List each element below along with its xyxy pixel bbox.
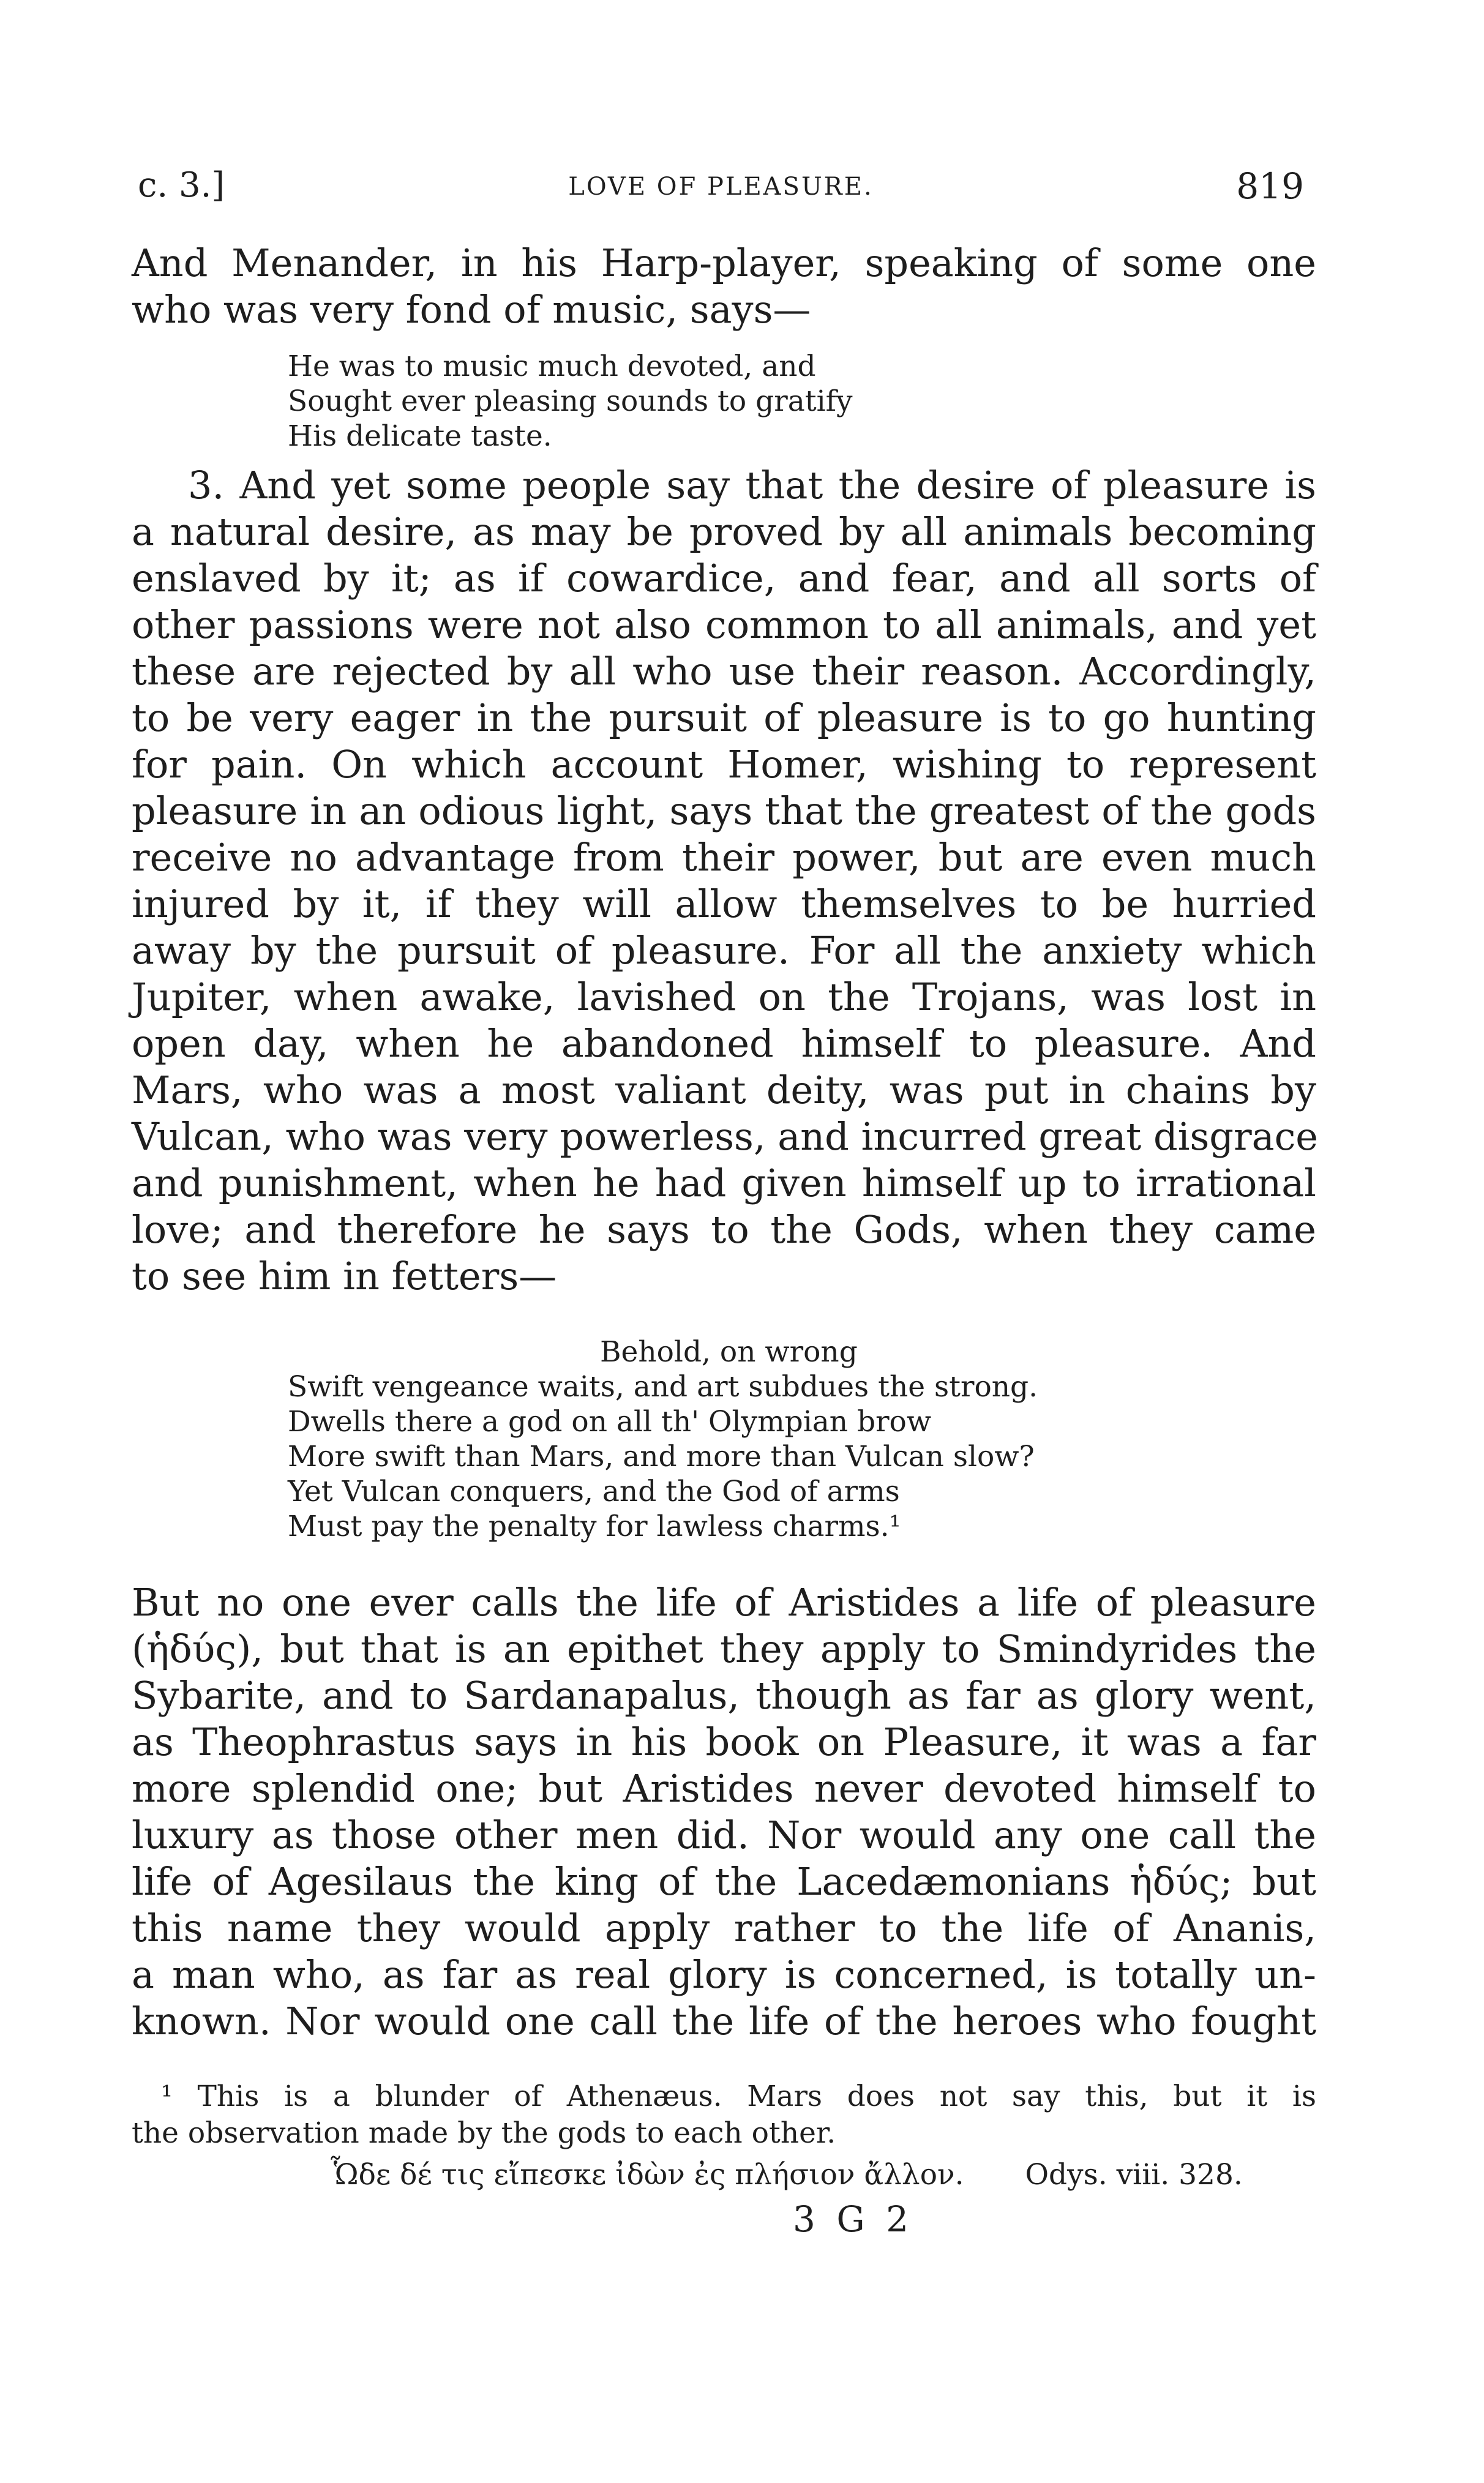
text-line: Sybarite, and to Sardanapalus, though as far as glory went, xyxy=(132,1673,1316,1718)
text-line: known. Nor would one call the life of the heroes who fought xyxy=(132,1999,1316,2043)
footnote-greek-quote xyxy=(331,2158,1243,2192)
text-line: other passions were not also common to all animals, and yet xyxy=(132,602,1316,647)
text-line: Jupiter, when awake, lavished on the Trojans, was lost in xyxy=(132,975,1316,1019)
text-line: And Menander, in his Harp-player, speaking of some one xyxy=(132,241,1316,285)
text-line: receive no advantage from their power, but are even much xyxy=(132,835,1316,880)
running-title: LOVE OF PLEASURE. xyxy=(568,173,874,201)
verse-line: Sought ever pleasing sounds to gratify xyxy=(288,384,853,418)
text-line: love; and therefore he says to the Gods, when they came xyxy=(132,1207,1316,1252)
chapter-marker: c. 3.] xyxy=(138,165,225,205)
text-line: more splendid one; but Aristides never devoted himself to xyxy=(132,1766,1316,1811)
text-line: these are rejected by all who use their reason. Accordingly, xyxy=(132,649,1316,694)
verse-line: Behold, on wrong xyxy=(600,1335,858,1369)
footnote-citation: Odys. viii. 328. xyxy=(1025,2158,1243,2192)
text-line: and punishment, when he had given himself up to irrational xyxy=(132,1161,1316,1205)
verse-line: His delicate taste. xyxy=(288,419,552,453)
paragraph-aristides xyxy=(132,1579,1316,2045)
text-line: injured by it, if they will allow themselves to be hurried xyxy=(132,882,1316,926)
verse-quote-homer xyxy=(288,1335,1206,1544)
footnote xyxy=(132,2078,1316,2240)
text-line: for pain. On which account Homer, wishing to represent xyxy=(132,742,1316,787)
text-line: open day, when he abandoned himself to pleasure. And xyxy=(132,1021,1316,1066)
text-line: who was very fond of music, says— xyxy=(132,287,811,332)
text-line: Mars, who was a most valiant deity, was put in chains by xyxy=(132,1068,1316,1112)
text-line: a natural desire, as may be proved by all animals becoming xyxy=(132,509,1316,554)
text-line: enslaved by it; as if cowardice, and fear, and all sorts of xyxy=(132,556,1316,601)
text-line: pleasure in an odious light, says that the greatest of the gods xyxy=(132,788,1316,833)
verse-line: Must pay the penalty for lawless charms.¹ xyxy=(288,1510,901,1543)
verse-line: Dwells there a god on all th' Olympian brow xyxy=(288,1405,932,1439)
verse-line: He was to music much devoted, and xyxy=(288,350,816,383)
text-line: as Theophrastus says in his book on Pleasure, it was a far xyxy=(132,1720,1316,1764)
text-line: to see him in fetters— xyxy=(132,1254,557,1298)
text-line: Vulcan, who was very powerless, and incurred great disgrace xyxy=(132,1114,1318,1159)
text-line: away by the pursuit of pleasure. For all the anxiety which xyxy=(132,928,1316,973)
text-line: luxury as those other men did. Nor would any one call the xyxy=(132,1813,1316,1857)
text-line: But no one ever calls the life of Aristides a life of pleasure xyxy=(132,1580,1316,1625)
text-line: this name they would apply rather to the life of Ananis, xyxy=(132,1906,1316,1950)
intro-paragraph xyxy=(132,240,1316,333)
text-line: life of Agesilaus the king of the Lacedæmonians ἡδύς; but xyxy=(132,1859,1316,1904)
page-number: 819 xyxy=(1236,165,1304,207)
signature-mark: 3 G 2 xyxy=(793,2198,914,2240)
text-line: to be very eager in the pursuit of pleasure is to go hunting xyxy=(132,695,1316,740)
verse-line: Swift vengeance waits, and art subdues the strong. xyxy=(288,1370,1038,1404)
footnote-line: ¹ This is a blunder of Athenæus. Mars does not say this, but it is xyxy=(161,2080,1316,2113)
footnote-line: the observation made by the gods to each other. xyxy=(132,2116,836,2150)
verse-line: More swift than Mars, and more than Vulcan slow? xyxy=(288,1440,1035,1474)
greek-text: Ὧδε δέ τις εἴπεσκε ἰδὼν ἐς πλήσιον ἄλλον. xyxy=(331,2158,964,2192)
verse-line: Yet Vulcan conquers, and the God of arms xyxy=(288,1475,900,1508)
verse-quote-menander xyxy=(288,349,1206,454)
running-header xyxy=(138,165,1304,214)
text-line: a man who, as far as real glory is concerned, is totally un- xyxy=(132,1952,1316,1997)
text-line: (ἡδύς), but that is an epithet they apply to Smindyrides the xyxy=(132,1627,1316,1671)
paragraph-3 xyxy=(132,462,1316,1300)
text-line: 3. And yet some people say that the desire of pleasure is xyxy=(188,463,1316,507)
